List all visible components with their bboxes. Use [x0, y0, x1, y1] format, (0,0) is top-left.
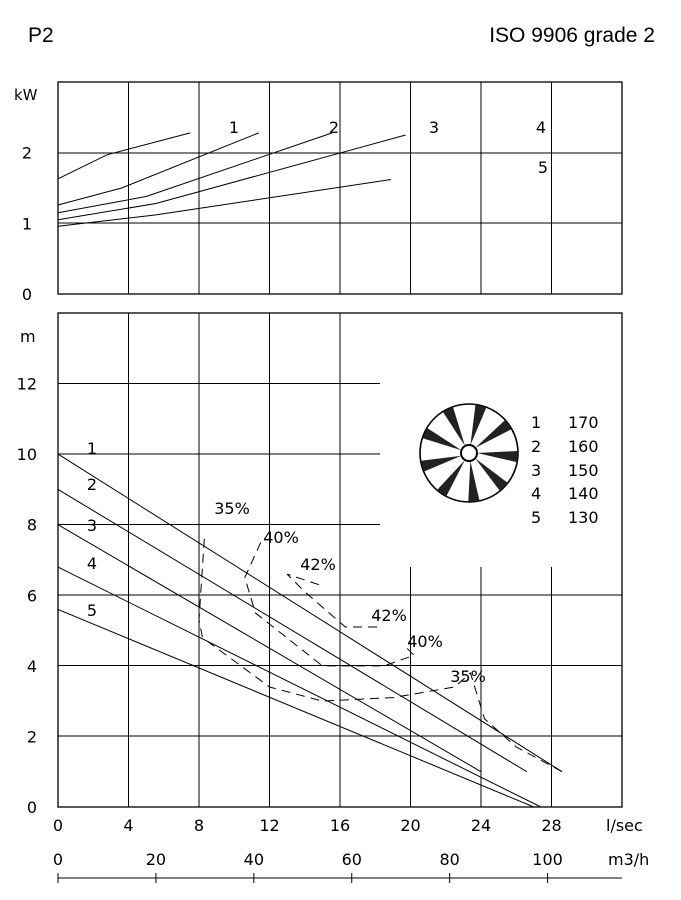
- head-grid: [58, 313, 622, 807]
- x-axis-m3h-tick: 40: [243, 850, 265, 869]
- x-axis-m3h-label: m3/h: [608, 850, 650, 869]
- head-curve-label: 2: [86, 475, 98, 494]
- power-ytick-label: 1: [21, 214, 32, 234]
- head-curve-5: [58, 609, 534, 807]
- power-ytick-label: 2: [21, 143, 32, 163]
- head-curve-1: [58, 454, 562, 772]
- legend-diameter: 130: [568, 508, 599, 527]
- x-axis-lsec-tick: 8: [193, 816, 205, 835]
- legend-diameter: 160: [568, 437, 599, 456]
- power-curve-2: [58, 133, 259, 205]
- efficiency-label: 40%: [263, 528, 299, 547]
- head-ytick-label: 12: [16, 374, 37, 394]
- legend-curve-number: 1: [531, 413, 542, 432]
- efficiency-contour-42pct: [287, 574, 379, 627]
- power-ylabel: kW: [14, 86, 38, 104]
- efficiency-label: 35%: [214, 499, 250, 518]
- x-axis-m3h-tick: 80: [439, 850, 460, 869]
- x-axis-lsec-tick: 28: [541, 816, 562, 835]
- head-curve-label: 4: [86, 554, 98, 573]
- power-curve-label: 1: [228, 118, 240, 137]
- head-curve-label: 1: [86, 439, 98, 458]
- x-axis-lsec-tick: 24: [470, 816, 492, 835]
- power-curve-5: [58, 180, 391, 227]
- head-ylabel: m: [20, 327, 36, 346]
- head-curve-label: 5: [86, 601, 98, 620]
- x-axis-lsec-tick: 16: [329, 816, 351, 835]
- head-curve-4: [58, 567, 541, 807]
- head-ytick-label: 0: [26, 798, 37, 817]
- power-curve-label: 3: [428, 118, 440, 137]
- head-ytick-label: 2: [26, 727, 37, 747]
- impeller-legend: [531, 413, 599, 527]
- legend-diameter: 150: [568, 461, 599, 480]
- legend-diameter: 140: [568, 484, 599, 503]
- efficiency-contour-35pct: [199, 539, 562, 772]
- head-ytick-label: 6: [26, 586, 37, 606]
- power-curve-label: 5: [537, 158, 549, 177]
- impeller-icon: [419, 401, 522, 505]
- x-axis-m3h-tick: 60: [341, 850, 362, 869]
- pump-model-label: P2: [28, 24, 54, 47]
- head-ytick-label: 8: [26, 515, 37, 535]
- head-ytick-label: 4: [26, 656, 37, 676]
- power-curve-1: [58, 133, 190, 179]
- head-curve-label: 3: [86, 516, 98, 535]
- x-axis-lsec-tick: 4: [123, 816, 134, 835]
- x-axis-lsec-label: l/sec: [606, 816, 643, 835]
- efficiency-label: 42%: [300, 555, 336, 574]
- legend-diameter: 170: [568, 413, 599, 432]
- power-panel: [14, 82, 622, 304]
- efficiency-label: 42%: [371, 606, 407, 625]
- power-curve-label: 4: [535, 118, 547, 137]
- x-axis-m3h-tick: 0: [52, 850, 64, 869]
- x-axis-m3h-tick: 20: [145, 850, 167, 869]
- x-axis-lsec-tick: 12: [259, 816, 280, 835]
- x-axis-lsec: [53, 816, 562, 835]
- x-axis-m3h-tick: 100: [532, 850, 563, 869]
- power-ytick-label: 0: [21, 285, 32, 304]
- standard-label: ISO 9906 grade 2: [489, 24, 655, 47]
- x-axis-lsec-tick: 20: [400, 816, 421, 835]
- legend-curve-number: 2: [531, 437, 542, 456]
- power-curve-3: [58, 133, 332, 213]
- head-ytick-label: 10: [16, 445, 37, 465]
- efficiency-label: 35%: [450, 667, 486, 686]
- legend-curve-number: 3: [531, 461, 542, 480]
- x-axis-lsec-tick: 0: [52, 816, 64, 835]
- power-curve-4: [58, 135, 406, 220]
- efficiency-label: 40%: [407, 632, 443, 651]
- power-curve-label: 2: [328, 118, 340, 137]
- legend-curve-number: 4: [531, 484, 542, 503]
- legend-curve-number: 5: [531, 508, 542, 527]
- head-panel: [17, 313, 622, 817]
